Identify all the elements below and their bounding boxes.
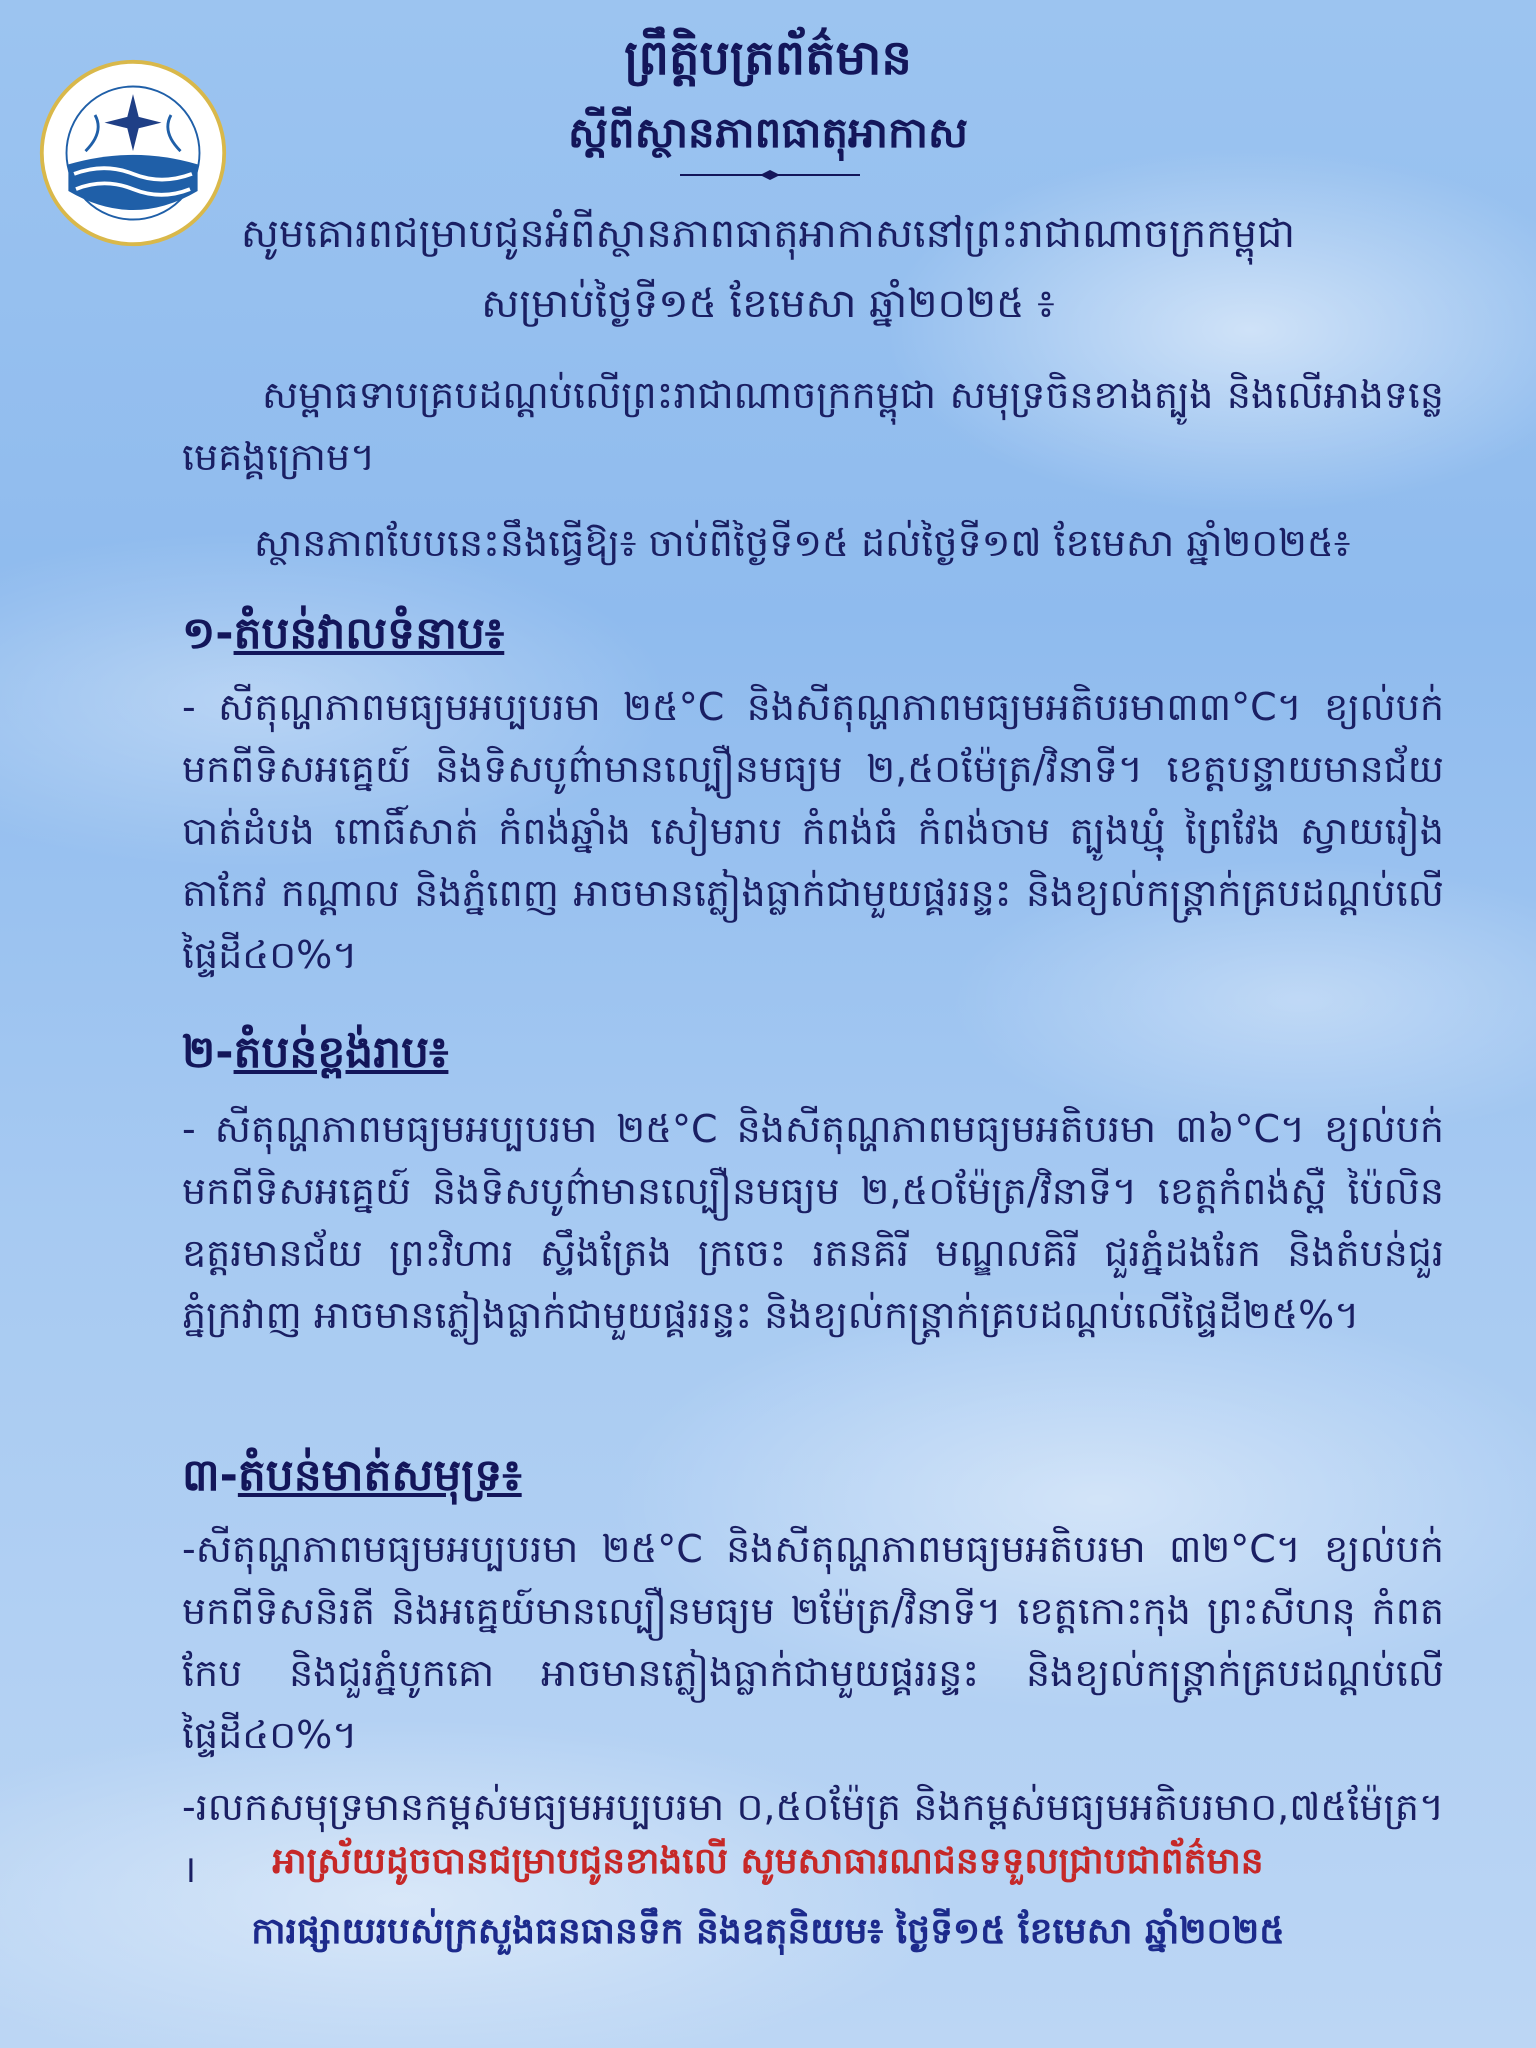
footer-notice: អាស្រ័យដូចបានជម្រាបជូនខាងលើ សូមសាធារណជនទទួលជ្រាបជាព័ត៌មាន: [272, 1841, 1264, 1882]
bulletin-title: ព្រឹត្តិបត្រព័ត៌មាន: [624, 30, 912, 86]
intro-line-1: សូមគោរពជម្រាបជូនអំពីស្ថានភាពធាតុអាកាសនៅព្រះរាជាណាចក្រកម្ពុជា: [240, 211, 1296, 257]
section-heading-lowland: [182, 606, 504, 670]
synoptic-paragraph: សម្ពាធទាបគ្របដណ្តប់លើព្រះរាជាណាចក្រកម្ពុជា សមុទ្រចិនខាងត្បូង និងលើអាងទន្លេមេគង្គក្រោម។: [182, 373, 1444, 479]
section-body-plateau: - សីតុណ្ហភាពមធ្យមអប្បបរមា ២៥°C និងសីតុណ្ហភាពមធ្យមអតិបរមា ៣៦°C។ ខ្យល់បក់មកពីទិសអគ្នេយ៍ និងទិសបូព៌ាមានល្បឿនមធ្យម ២,៥០ម៉ែត្រ/វិនាទី។ ខេត្តកំពង់ស្ពឺ ប៉ៃលិន ឧត្តរមានជ័យ ព្រះវិហារ ស្ទឹងត្រែង ក្រចេះ រតនគិរី មណ្ឌលគិរី ជួរភ្នំដងរែក និងតំបន់ជួរភ្នំក្រវាញ អាចមានភ្លៀងធ្លាក់ជាមួយផ្គររន្ទះ និងខ្យល់កន្ត្រាក់គ្របដណ្តប់លើផ្ទៃដី២៥%។: [182, 1107, 1444, 1337]
footer-publisher: ការផ្សាយរបស់ក្រសួងធនធានទឹក និងឧតុនិយម៖ ថ្ងៃទី១៥ ខែមេសា ឆ្នាំ២០២៥: [251, 1911, 1285, 1952]
title-divider: [680, 170, 860, 180]
forecast-period-paragraph: ស្ថានភាពបែបនេះនឹងធ្វើឱ្យ៖ ចាប់ពីថ្ងៃទី១៥ ដល់ថ្ងៃទី១៧ ខែមេសា ឆ្នាំ២០២៥៖: [254, 521, 1351, 565]
section-body-waves: -រលកសមុទ្រមានកម្ពស់មធ្យមអប្បបរមា ០,៥០ម៉ែត្រ និងកម្ពស់មធ្យមអតិបរមា០,៧៥ម៉ែត្រ។ ।: [182, 1785, 1444, 1891]
section-heading-plateau: [182, 1025, 448, 1089]
section-heading-coastal: [182, 1448, 522, 1512]
section-title: តំបន់វាលទំនាប៖: [233, 608, 505, 659]
section-body-lowland: - សីតុណ្ហភាពមធ្យមអប្បបរមា ២៥°C និងសីតុណ្ហភាពមធ្យមអតិបរមា៣៣°C។ ខ្យល់បក់មកពីទិសអគ្នេយ៍ និងទិសបូព៌ាមានល្បឿនមធ្យម ២,៥០ម៉ែត្រ/វិនាទី។ ខេត្តបន្ទាយមានជ័យ បាត់ដំបង ពោធិ៍សាត់ កំពង់ឆ្នាំង សៀមរាប កំពង់ធំ កំពង់ចាម ត្បូងឃ្មុំ ព្រៃវែង ស្វាយរៀង តាកែវ កណ្តាល និងភ្នំពេញ អាចមានភ្លៀងធ្លាក់ជាមួយផ្គររន្ទះ និងខ្យល់កន្ត្រាក់គ្របដណ្តប់លើផ្ទៃដី៤០%។: [182, 685, 1444, 977]
section-title: តំបន់ខ្ពង់រាប៖: [233, 1027, 449, 1078]
bulletin-subtitle: ស្តីពីស្ថានភាពធាតុអាកាស: [568, 108, 968, 157]
section-number: ២-: [182, 1027, 234, 1078]
section-title: តំបន់មាត់សមុទ្រ៖: [237, 1450, 522, 1501]
section-number: ១-: [182, 608, 234, 659]
intro-line-2: សម្រាប់ថ្ងៃទី១៥ ខែមេសា ឆ្នាំ២០២៥ ៖: [481, 281, 1055, 327]
section-number: ៣-: [182, 1450, 238, 1501]
section-body-coastal: -សីតុណ្ហភាពមធ្យមអប្បបរមា ២៥°C និងសីតុណ្ហភាពមធ្យមអតិបរមា ៣២°C។ ខ្យល់បក់មកពីទិសនិរតី និងអគ្នេយ៍មានល្បឿនមធ្យម ២ម៉ែត្រ/វិនាទី។ ខេត្តកោះកុង ព្រះសីហនុ កំពត កែប និងជួរភ្នំបូកគោ អាចមានភ្លៀងធ្លាក់ជាមួយផ្គររន្ទះ និងខ្យល់កន្ត្រាក់គ្របដណ្តប់លើផ្ទៃដី៤០%។: [182, 1527, 1444, 1757]
